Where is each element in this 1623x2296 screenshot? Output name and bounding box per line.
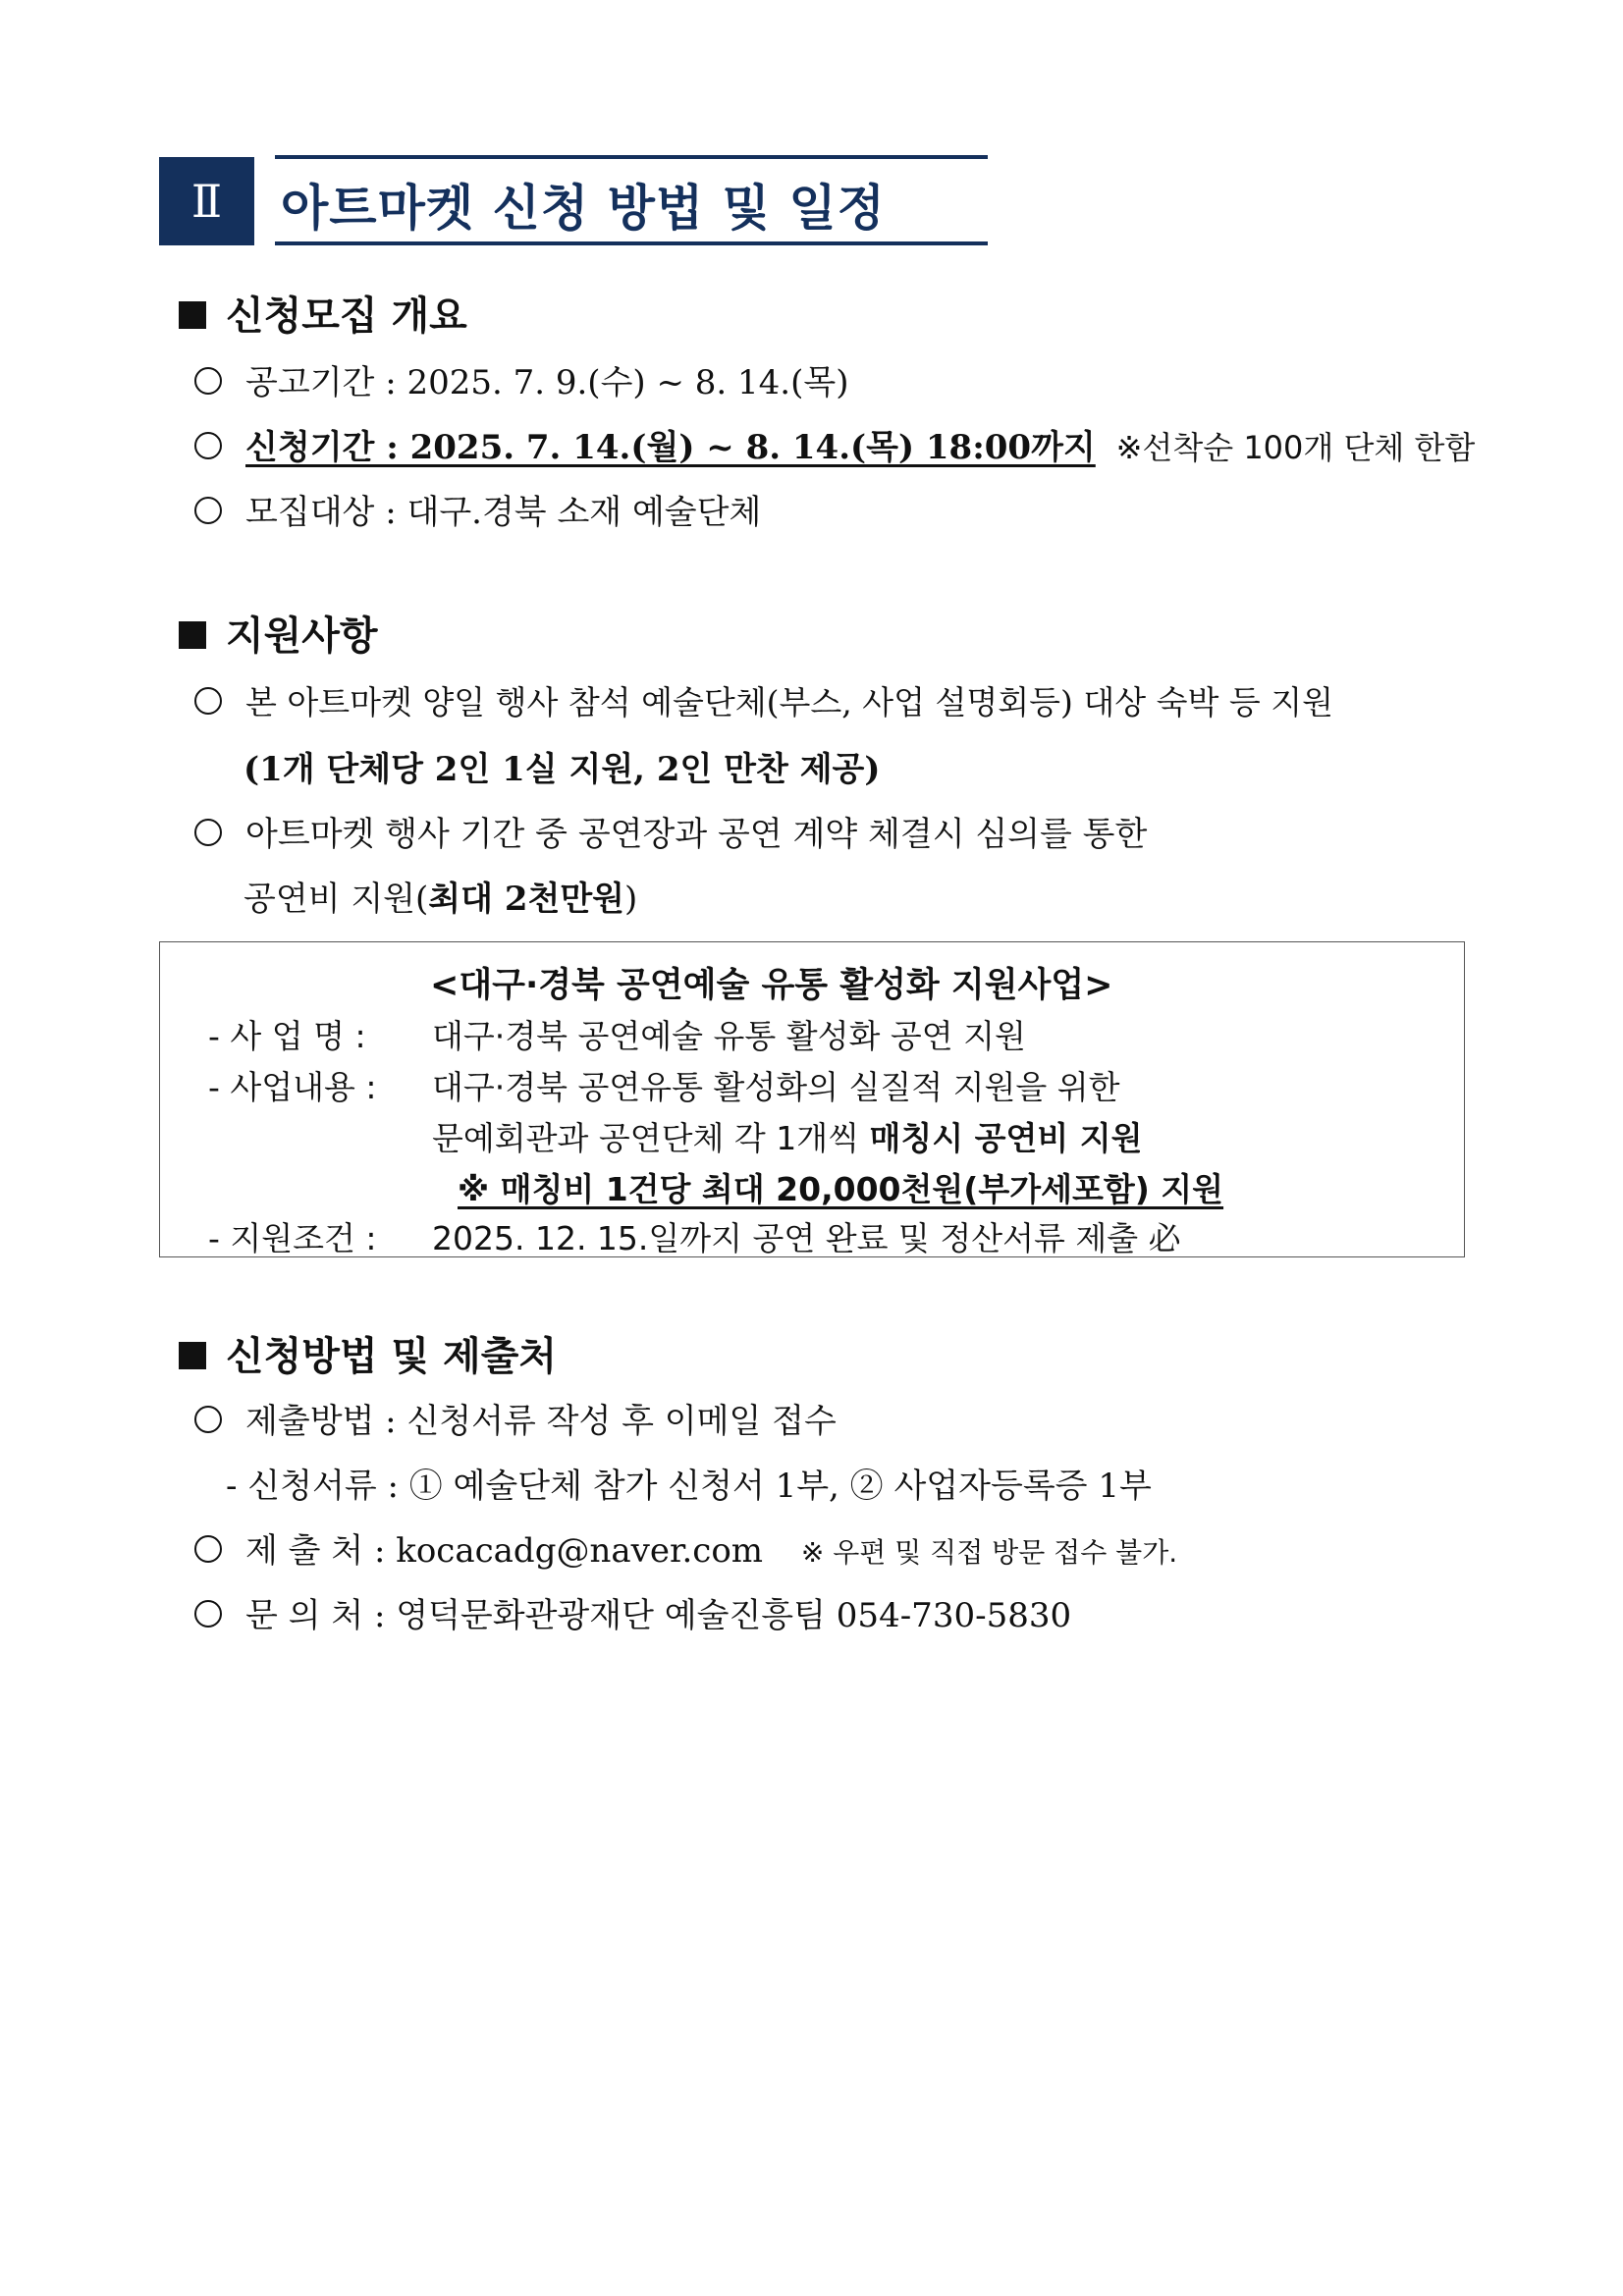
submission-email-note: ※ 우편 및 직접 방문 접수 불가. bbox=[800, 1536, 1178, 1569]
overview-heading-text: 신청모집 개요 bbox=[226, 294, 467, 339]
box-matching-support: 매칭시 공연비 지원 bbox=[869, 1119, 1143, 1157]
apply-period-note: ※선착순 100개 단체 한함 bbox=[1115, 429, 1476, 466]
overview-heading bbox=[179, 285, 467, 341]
target-label: 모집대상 bbox=[245, 493, 375, 532]
notice-period-label: 공고기간 bbox=[245, 363, 375, 402]
circle-bullet-icon bbox=[194, 367, 222, 395]
contact-item bbox=[194, 1588, 1071, 1636]
target-item: 모집대상 : 대구.경북 소재 예술단체 bbox=[194, 485, 761, 533]
submission-method-item bbox=[194, 1394, 837, 1442]
apply-period-text: 신청기간 : 2025. 7. 14.(월) ~ 8. 14.(목) 18:00까지 bbox=[245, 428, 1096, 467]
submission-email-label: 제 출 처 : bbox=[245, 1531, 386, 1571]
box-name-label: - 사 업 명 : bbox=[208, 1017, 366, 1055]
circle-bullet-icon bbox=[194, 497, 222, 524]
box-content-line-1: 대구·경북 공연유통 활성화의 실질적 지원을 위한 bbox=[432, 1068, 1120, 1106]
support-item-2-line-1: 아트마켓 행사 기간 중 공연장과 공연 계약 체결시 심의를 통한 bbox=[245, 815, 1148, 854]
submission-method-text: 제출방법 : 신청서류 작성 후 이메일 접수 bbox=[245, 1402, 837, 1441]
submission-docs: - 신청서류 : ① 예술단체 참가 신청서 1부, ② 사업자등록증 1부 bbox=[226, 1467, 1152, 1506]
support-item-2-close: ) bbox=[624, 880, 638, 919]
square-bullet-icon bbox=[179, 621, 206, 649]
submission-email-link[interactable]: kocacadg@naver.com bbox=[396, 1531, 764, 1571]
circle-bullet-icon bbox=[194, 1406, 222, 1433]
circle-bullet-icon bbox=[194, 819, 222, 846]
support-item-2-text: 공연비 지원( bbox=[243, 880, 429, 919]
box-condition-value: 2025. 12. 15.일까지 공연 완료 및 정산서류 제출 必 bbox=[432, 1219, 1181, 1257]
circle-bullet-icon bbox=[194, 1535, 222, 1563]
circle-bullet-icon bbox=[194, 687, 222, 715]
support-item-1-line-1: 본 아트마켓 양일 행사 참석 예술단체(부스, 사업 설명회등) 대상 숙박 등 지원 bbox=[245, 683, 1333, 721]
support-item-1-line-2: (1개 단체당 2인 1실 지원, 2인 만찬 제공) bbox=[243, 750, 881, 789]
support-max-amount: 최대 2천만원 bbox=[428, 880, 625, 919]
support-item-2 bbox=[194, 807, 1147, 855]
support-heading bbox=[179, 605, 378, 661]
target-value: 대구.경북 소재 예술단체 bbox=[406, 493, 762, 532]
submission-heading bbox=[179, 1325, 557, 1381]
box-condition-label: - 지원조건 : bbox=[208, 1219, 377, 1257]
box-content-label: - 사업내용 : bbox=[208, 1068, 377, 1106]
square-bullet-icon bbox=[179, 1342, 206, 1369]
box-matching-note: ※ 매칭비 1건당 최대 20,000천원(부가세포함) 지원 bbox=[458, 1170, 1224, 1208]
box-name-value: 대구·경북 공연예술 유통 활성화 공연 지원 bbox=[432, 1017, 1026, 1055]
contact-text: 문 의 처 : 영덕문화관광재단 예술진흥팀 054-730-5830 bbox=[245, 1596, 1072, 1635]
submission-email-item bbox=[194, 1523, 1177, 1572]
box-title: <대구·경북 공연예술 유통 활성화 지원사업> bbox=[430, 966, 1113, 1005]
apply-period-item bbox=[194, 420, 1475, 468]
square-bullet-icon bbox=[179, 301, 206, 329]
circle-bullet-icon bbox=[194, 432, 222, 459]
notice-period-value: 2025. 7. 9.(수) ~ 8. 14.(목) bbox=[406, 363, 849, 402]
support-item-1 bbox=[194, 677, 1333, 723]
circle-bullet-icon bbox=[194, 1600, 222, 1628]
support-item-2-line-2 bbox=[243, 872, 637, 920]
notice-period-item: 공고기간 : 2025. 7. 9.(수) ~ 8. 14.(목) bbox=[194, 355, 848, 403]
box-content-line-2 bbox=[432, 1113, 1143, 1159]
support-heading-text: 지원사항 bbox=[226, 614, 378, 659]
section-number: Ⅱ bbox=[159, 157, 254, 245]
section-title-frame bbox=[275, 155, 988, 245]
submission-heading-text: 신청방법 및 제출처 bbox=[226, 1334, 557, 1379]
apply-period-block bbox=[194, 428, 1096, 467]
section-title: 아트마켓 신청 방법 및 일정 bbox=[281, 180, 886, 237]
box-content-line-2-text: 문예회관과 공연단체 각 1개씩 bbox=[432, 1119, 870, 1157]
